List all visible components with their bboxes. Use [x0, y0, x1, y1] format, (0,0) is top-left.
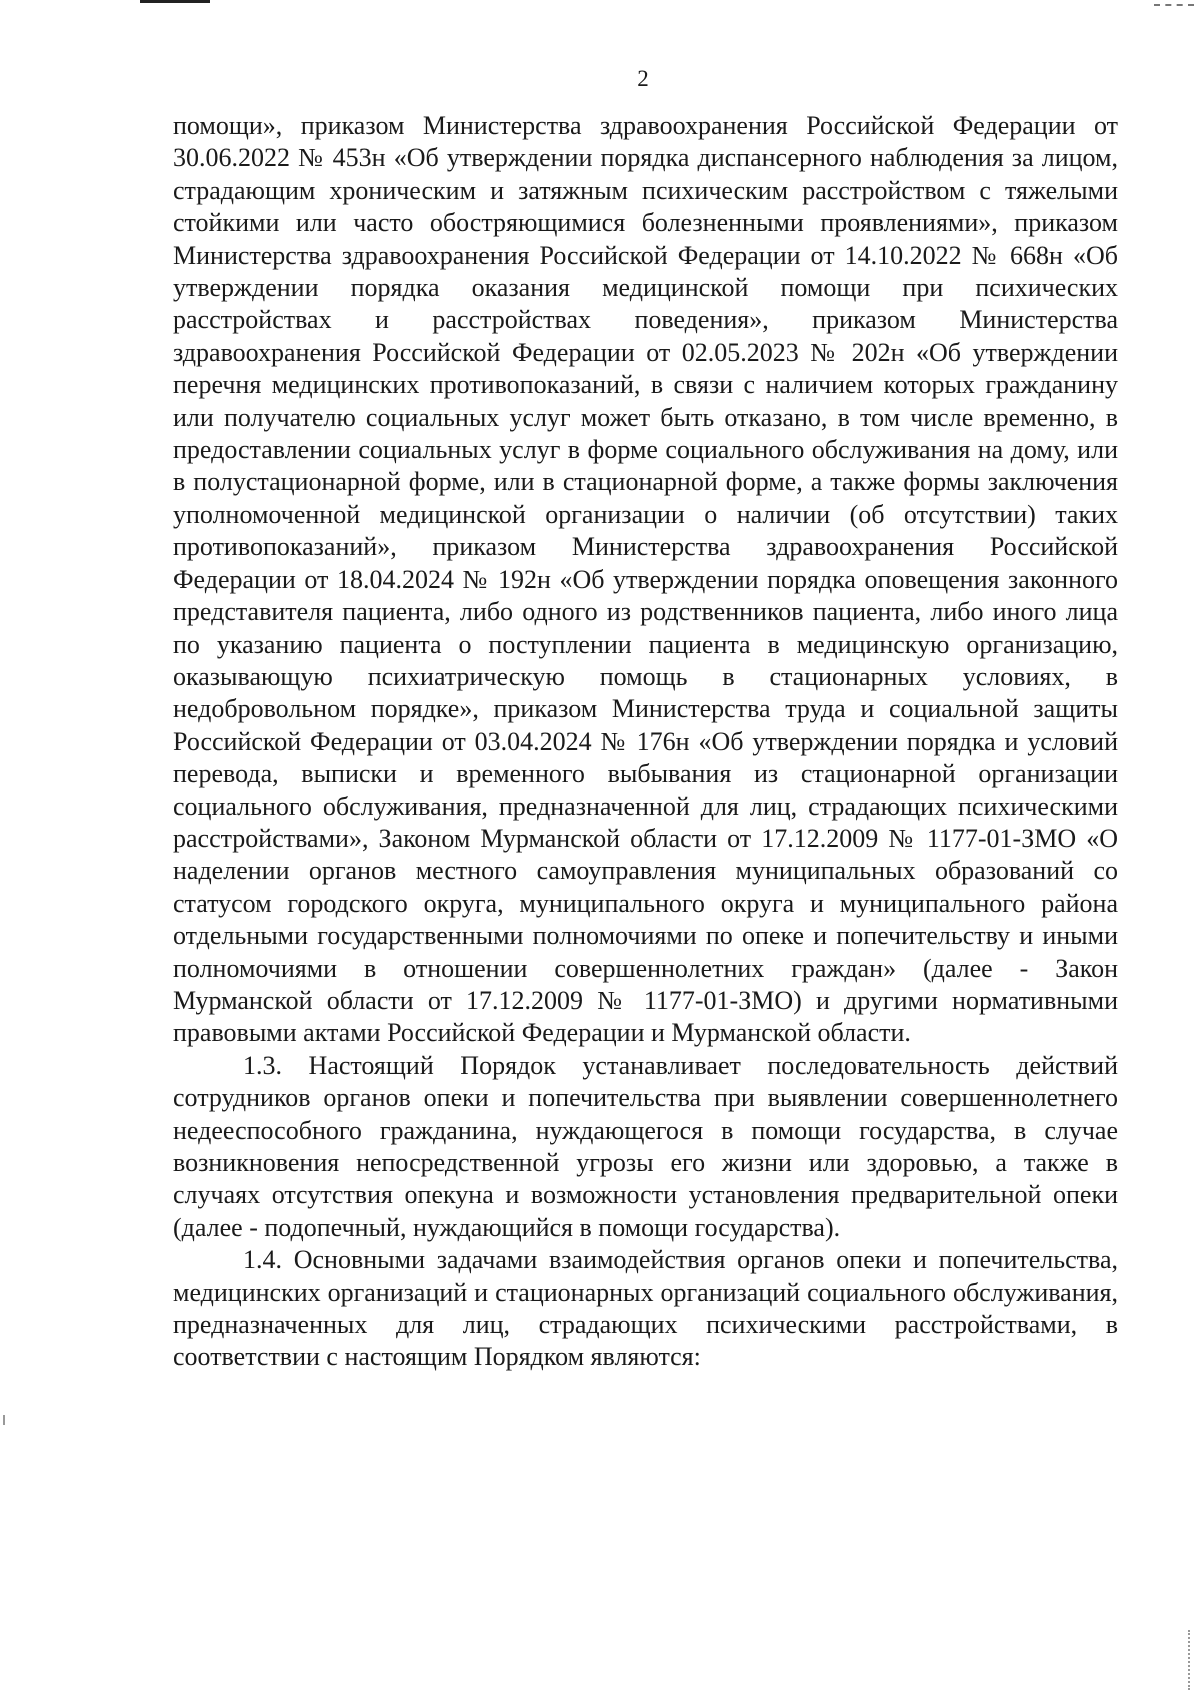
right-edge-scan-mark — [1188, 1630, 1192, 1690]
paragraph-1-4: 1.4. Основными задачами взаимодействия органов опеки и попечительства, медицинских организаций и стационарных организаций социального обслуживания, предназначенных для лиц, страдающих психическими расстройствами, в соответствии с настоящим Порядком являются: — [173, 1245, 1118, 1372]
left-edge-scan-mark — [3, 1415, 5, 1425]
top-scan-rule — [140, 0, 210, 3]
page-number: 2 — [637, 66, 649, 91]
paragraph-continuation: помощи», приказом Министерства здравоохранения Российской Федерации от 30.06.2022 № 453н «Об утверждении порядка диспансерного наблюдения за лицом, страдающим хроническим и затяжным психическим расстройством с тяжелыми стойкими или часто обостряющимися болезненными проявлениями», приказом Министерства здравоохранения Российской Федерации от 14.10.2022 № 668н «Об утверждении порядка оказания медицинской помощи при психических расстройствах и расстройствах поведения», приказом Министерства здравоохранения Российской Федерации от 02.05.2023 № 202н «Об утверждении перечня медицинских противопоказаний, в связи с наличием которых гражданину или получателю социальных услуг может быть отказано, в том числе временно, в предоставлении социальных услуг в форме социального обслуживания на дому, или в полустационарной форме, или в стационарной форме, а также формы заключения уполномоченной медицинской организации о наличии (об отсутствии) таких противопоказаний», приказом Министерства здравоохранения Российской Федерации от 18.04.2024 № 192н «Об утверждении порядка оповещения законного представителя пациента, либо одного из родственников пациента, либо иного лица по указанию пациента о поступлении пациента в медицинскую организацию, оказывающую психиатрическую помощь в стационарных условиях, в недобровольном порядке», приказом Министерства труда и социальной защиты Российской Федерации от 03.04.2024 № 176н «Об утверждении порядка и условий перевода, выписки и временного выбывания из стационарной организации социального обслуживания, предназначенной для лиц, страдающих психическими расстройствами», Законом Мурманской области от 17.12.2009 № 1177-01-ЗМО «О наделении органов местного самоуправления муниципальных образований со статусом городского округа, муниципального округа и муниципального района отдельными государственными полномочиями по опеке и попечительству и иными полномочиями в отношении совершеннолетних граждан» (далее - Закон Мурманской области от 17.12.2009 № 1177-01-ЗМО) и другими нормативными правовыми актами Российской Федерации и Мурманской области. — [173, 111, 1118, 1048]
paragraph-1-3: 1.3. Настоящий Порядок устанавливает последовательность действий сотрудников органов опеки и попечительства при выявлении совершеннолетнего недееспособного гражданина, нуждающегося в помощи государства, в случае возникновения непосредственной угрозы его жизни или здоровью, а также в случаях отсутствия опекуна и возможности установления предварительной опеки (далее - подопечный, нуждающийся в помощи государства). — [173, 1050, 1118, 1242]
corner-scan-mark — [1154, 4, 1194, 8]
document-body — [173, 110, 1118, 1374]
